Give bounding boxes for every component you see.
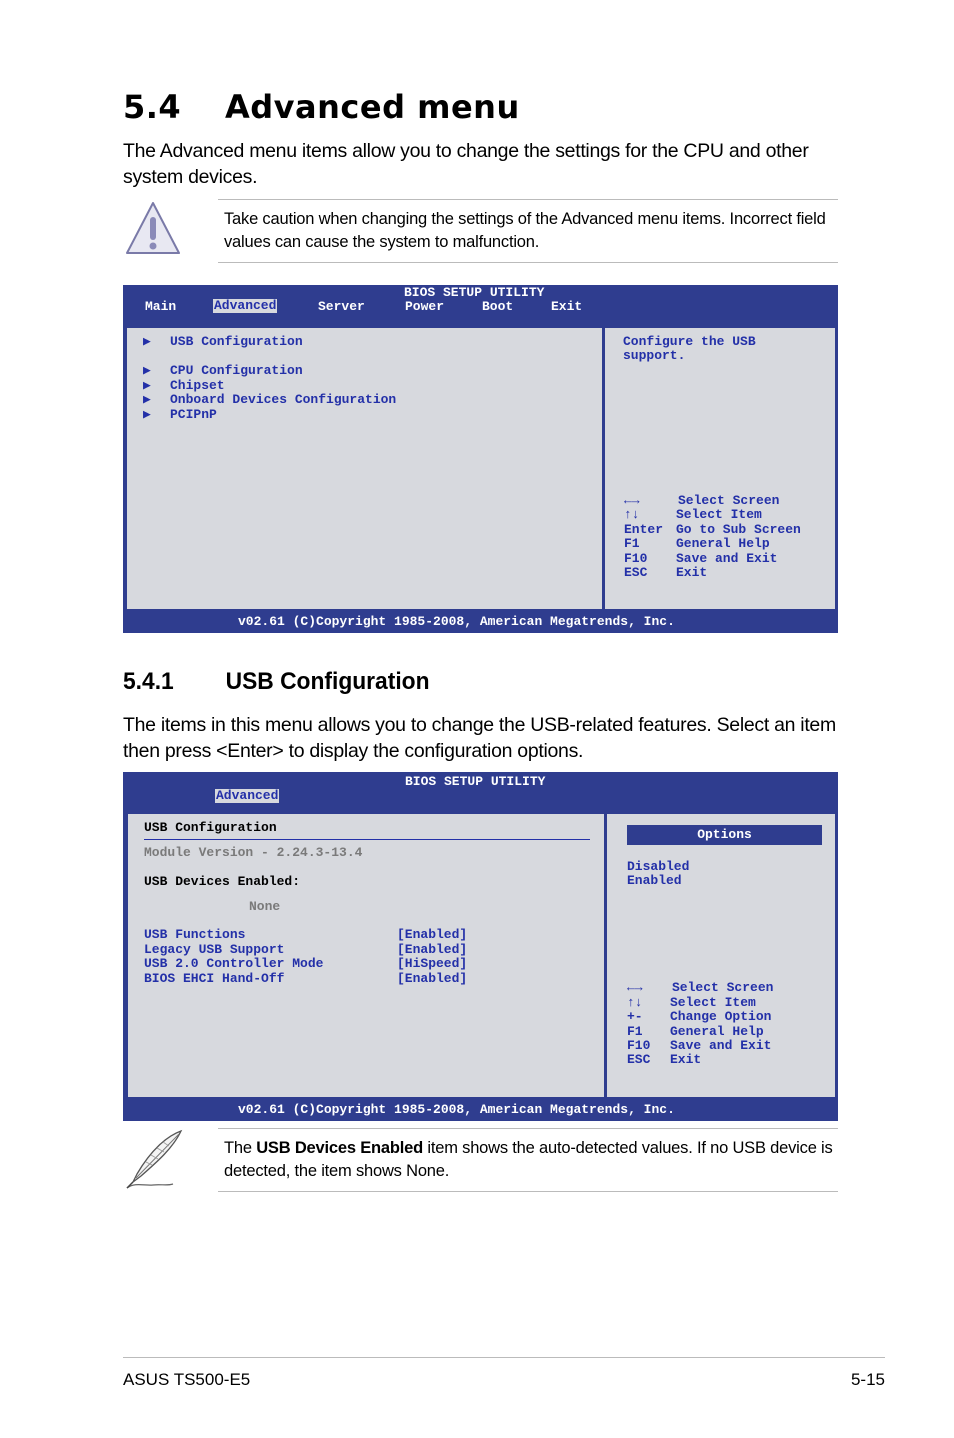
devices-value: None	[249, 899, 281, 914]
option-disabled[interactable]: Disabled	[627, 859, 690, 874]
item-cpu-configuration[interactable]: CPU Configuration	[170, 363, 303, 378]
setting-value[interactable]: [Enabled]	[397, 942, 468, 957]
intro-paragraph: The Advanced menu items allow you to change the settings for the CPU and other system devices.	[123, 140, 809, 188]
note-rest: item shows the auto-detected values. If no USB device is detected, the item shows None.	[224, 1139, 833, 1180]
help-line: Configure the USB	[623, 334, 756, 349]
warning-icon	[124, 200, 182, 256]
caution-note	[218, 199, 838, 263]
menu-main[interactable]: Main	[145, 299, 177, 314]
note-bold: USB Devices Enabled	[256, 1139, 423, 1157]
options-title: Options	[697, 827, 752, 842]
option-enabled[interactable]: Enabled	[627, 873, 682, 888]
bios-left-panel	[127, 813, 605, 1098]
key-desc: Change Option	[670, 1009, 772, 1024]
setting-value[interactable]: [Enabled]	[397, 927, 468, 942]
section-number: 5.4	[123, 88, 182, 126]
key-name: ESC	[624, 565, 648, 580]
menu-boot[interactable]: Boot	[482, 299, 514, 314]
section-label: USB Configuration	[144, 820, 277, 835]
key-name: ESC	[627, 1052, 651, 1067]
bios-options-panel	[606, 813, 836, 1098]
key-name: ↑↓	[624, 507, 640, 522]
key-desc: General Help	[676, 536, 770, 551]
key-desc: Save and Exit	[670, 1038, 772, 1053]
setting-legacy-usb[interactable]: Legacy USB Support	[144, 942, 285, 957]
bios-screen-usb	[123, 772, 838, 1121]
copyright-text: v02.61 (C)Copyright 1985-2008, American Megatrends, Inc.	[238, 614, 675, 629]
key-desc: Select Item	[676, 507, 762, 522]
subsection-number: 5.4.1	[123, 668, 174, 695]
key-name: ←→	[627, 980, 643, 995]
bios-left-panel	[126, 327, 603, 610]
key-desc: Select Screen	[672, 980, 774, 995]
key-desc: Save and Exit	[676, 551, 778, 566]
caution-text: Take caution when changing the settings of the Advanced menu items. Incorrect field values can cause the system to malfunction.	[224, 210, 826, 251]
page-title	[123, 88, 520, 126]
item-onboard-devices[interactable]: Onboard Devices Configuration	[170, 392, 397, 407]
info-note	[218, 1128, 838, 1192]
devices-label: USB Devices Enabled:	[144, 874, 301, 889]
key-desc: Exit	[676, 565, 708, 580]
key-name: F10	[624, 551, 648, 566]
note-text	[224, 1137, 844, 1183]
bios-title: BIOS SETUP UTILITY	[404, 285, 545, 300]
usb-intro-paragraph: The items in this menu allows you to change the USB-related features. Select an item then press <Enter> to display the configuration options.	[123, 714, 836, 762]
key-desc: Exit	[670, 1052, 702, 1067]
menu-power[interactable]: Power	[405, 299, 445, 314]
key-name: ↑↓	[627, 995, 643, 1010]
bios-title: BIOS SETUP UTILITY	[405, 774, 546, 789]
key-desc: Go to Sub Screen	[676, 522, 801, 537]
help-line: support.	[623, 348, 686, 363]
setting-ehci-handoff[interactable]: BIOS EHCI Hand-Off	[144, 971, 285, 986]
options-header	[627, 825, 822, 845]
subsection-name: USB Configuration	[225, 668, 430, 695]
footer-product: ASUS TS500-E5	[123, 1370, 251, 1389]
setting-value[interactable]: [HiSpeed]	[397, 956, 468, 971]
copyright-text: v02.61 (C)Copyright 1985-2008, American Megatrends, Inc.	[238, 1102, 675, 1117]
subsection-title	[123, 668, 430, 696]
setting-usb-functions[interactable]: USB Functions	[144, 927, 246, 942]
key-name: F1	[627, 1024, 643, 1039]
arrow-icon: ▶	[143, 334, 151, 349]
item-chipset[interactable]: Chipset	[170, 378, 225, 393]
arrow-icon: ▶	[143, 378, 151, 393]
key-name: Enter	[624, 522, 664, 537]
key-name: ←→	[624, 493, 640, 508]
bios-menu-bar	[123, 285, 838, 321]
bios-status-bar	[123, 1101, 838, 1121]
arrow-icon: ▶	[143, 392, 151, 407]
bios-help-panel	[604, 327, 836, 610]
item-usb-configuration[interactable]: USB Configuration	[170, 334, 303, 349]
menu-exit[interactable]: Exit	[551, 299, 583, 314]
setting-value[interactable]: [Enabled]	[397, 971, 468, 986]
menu-server[interactable]: Server	[318, 299, 365, 314]
key-desc: Select Screen	[678, 493, 780, 508]
bios-screen-advanced	[123, 285, 838, 633]
section-title: Advanced menu	[225, 88, 520, 126]
arrow-icon: ▶	[143, 407, 151, 422]
arrow-icon: ▶	[143, 363, 151, 378]
key-name: +-	[627, 1009, 643, 1024]
module-version: Module Version - 2.24.3-13.4	[144, 845, 363, 860]
menu-advanced[interactable]: Advanced	[214, 298, 277, 313]
key-desc: Select Item	[670, 995, 756, 1010]
bios-menu-bar	[123, 772, 838, 808]
setting-usb2-mode[interactable]: USB 2.0 Controller Mode	[144, 956, 324, 971]
page-number: 5-15	[850, 1370, 885, 1389]
note-prefix: The	[224, 1139, 257, 1157]
key-name: F10	[627, 1038, 651, 1053]
menu-advanced[interactable]: Advanced	[216, 788, 279, 803]
key-desc: General Help	[670, 1024, 764, 1039]
item-pcipnp[interactable]: PCIPnP	[170, 407, 217, 422]
key-name: F1	[624, 536, 640, 551]
bios-status-bar	[123, 613, 838, 633]
page-footer	[123, 1357, 885, 1398]
pen-icon	[123, 1128, 185, 1192]
